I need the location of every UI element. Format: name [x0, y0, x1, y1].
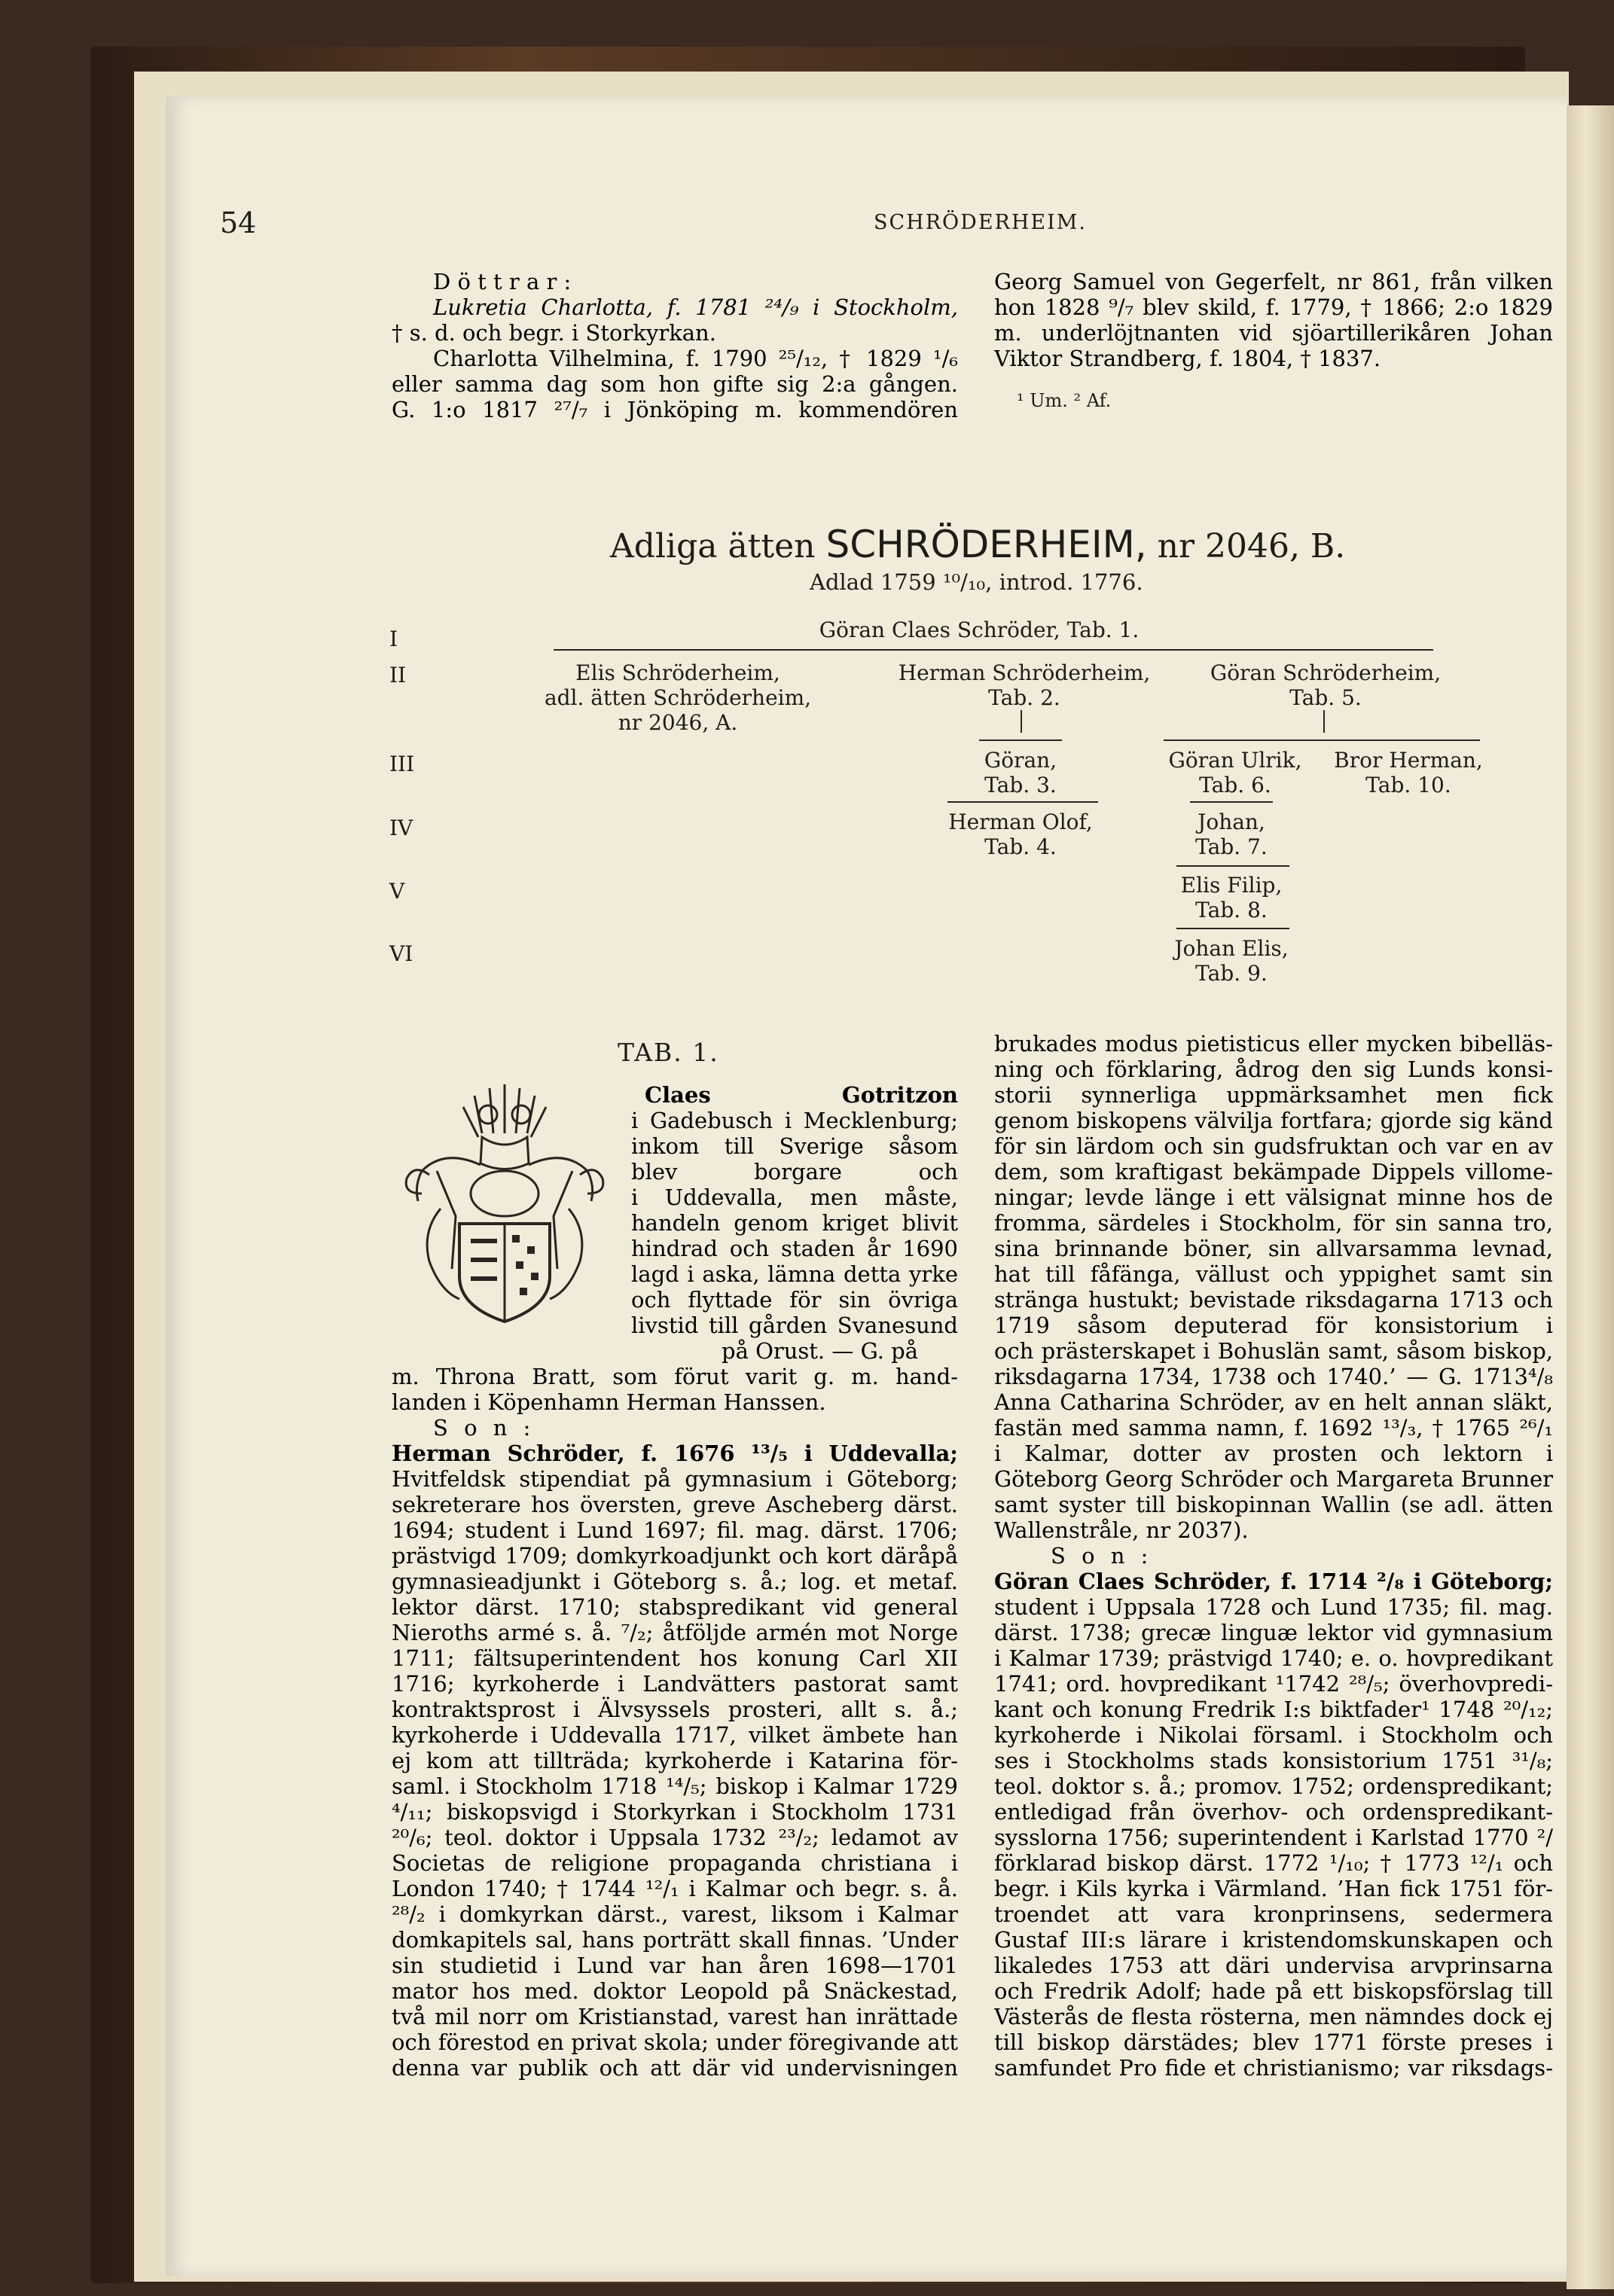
text-line: och prästerskapet i Bohuslän samt, såsom biskop, — [994, 1338, 1553, 1364]
text-line: 1716; kyrkoherde i Landvätters pastorat samt — [392, 1671, 958, 1697]
pedigree-node-johan-elis — [1152, 936, 1310, 986]
text-line: dem, som kraftigast bekämpade Dippels villome- — [994, 1159, 1553, 1185]
text-line: 1719 såsom deputerad för konsistorium i — [994, 1313, 1553, 1338]
node-line: Göran Ulrik, — [1168, 748, 1302, 773]
text-line: därst. 1738; grecæ linguæ lektor vid gymnasium — [994, 1620, 1553, 1645]
pedigree-node-herman-olof — [930, 810, 1111, 859]
text-line: Viktor Strandberg, f. 1804, † 1837. — [994, 346, 1381, 371]
text-line: i Kalmar, dotter av prosten och lektorn i — [994, 1441, 1553, 1466]
pedigree-node-elis-filip — [1160, 873, 1303, 922]
right-column-text — [994, 1031, 1553, 2081]
node-line: Tab. 7. — [1195, 834, 1268, 859]
pedigree-connector — [1164, 739, 1480, 741]
text-line: storii synnerliga uppmärksamhet men fick — [994, 1082, 1553, 1108]
text-line: ²⁸/₂ i domkyrkan därst., varest, liksom i Kalmar — [392, 1901, 958, 1927]
text-line: Charlotta Vilhelmina, f. 1790 ²⁵/₁₂, † 1829 ¹/₆ — [433, 346, 958, 371]
node-line: Johan, — [1198, 810, 1265, 834]
text-line: brukades modus pietisticus eller mycken bibelläs- — [994, 1031, 1553, 1057]
text-line: fromma, särdeles i Stockholm, för sin sanna tro, — [994, 1210, 1553, 1236]
family-name: SCHRÖDERHEIM, — [825, 523, 1147, 566]
text-line: förklarad biskop därst. 1772 ¹/₁₀; † 1773 ¹²/₁ och — [994, 1850, 1553, 1876]
text-line: prästvigd 1709; domkyrkoadjunkt och kort däråpå — [392, 1543, 958, 1569]
pedigree-node-goran-ulrik — [1149, 748, 1322, 797]
son-heading: S o n : — [1051, 1543, 1153, 1569]
running-head: SCHRÖDERHEIM. — [874, 211, 1088, 234]
node-line: Tab. 4. — [984, 834, 1057, 859]
text-line: landen i Köpenhamn Herman Hanssen. — [392, 1389, 826, 1415]
pedigree-node-elis — [527, 660, 828, 735]
text-line: Västerås de flesta rösterna, men nämndes dock ej — [994, 2004, 1553, 2029]
text-line: 1694; student i Lund 1697; fil. mag. därst. 1706; — [392, 1517, 958, 1543]
text-line: stränga hustukt; bevistade riksdagarna 1713 och — [994, 1287, 1553, 1313]
text-line: ning och förklaring, ådrog den sig Lunds konsi- — [994, 1057, 1553, 1082]
text-line: teol. doktor s. å.; promov. 1752; ordenspredikant; — [994, 1773, 1553, 1799]
text-line: 1741; ord. hovpredikant ¹1742 ²⁸/₅; överhovpredi- — [994, 1671, 1553, 1697]
node-line: Herman Schröderheim, — [898, 660, 1151, 685]
text-line: Herman Schröder, f. 1676 ¹³/₅ i Uddevalla; — [392, 1441, 958, 1466]
page-edges — [1567, 105, 1614, 2289]
node-line: Tab. 9. — [1195, 961, 1268, 986]
text-line: handeln genom kriget blivit — [631, 1210, 958, 1236]
family-title — [610, 523, 1345, 566]
pedigree-node-bror-herman — [1322, 748, 1495, 797]
text-line: domkapitels sal, hans porträtt skall finnas. ’Under — [392, 1927, 958, 1953]
node-line: Bror Herman, — [1334, 748, 1483, 773]
text-line: Nieroths armé s. å. ⁷/₂; åtföljde armén mot Norge — [392, 1620, 958, 1645]
page-number: 54 — [220, 206, 257, 239]
text-line: hon 1828 ⁹/₇ blev skild, f. 1779, † 1866; 2:o 1829 — [994, 294, 1553, 320]
text-line: fastän med samma namn, f. 1692 ¹³/₃, † 1765 ²⁶/₁ — [994, 1415, 1553, 1441]
generation-label: II — [389, 663, 407, 688]
pedigree-connector — [947, 801, 1098, 803]
node-line: Göran, — [984, 748, 1057, 773]
pedigree-node-goran-b — [1182, 660, 1469, 710]
text-line: troendet att vara kronprinsens, sedermera — [994, 1901, 1553, 1927]
text-line: sin studietid i Lund var han åren 1698—1701 — [392, 1953, 958, 1978]
text-line: begr. i Kils kyrka i Värmland. ’Han fick 1751 för- — [994, 1876, 1553, 1901]
tab1-full-text — [392, 1364, 958, 2081]
node-line: Johan Elis, — [1174, 936, 1289, 961]
text-line: Göteborg Georg Schröder och Margareta Brunner — [994, 1466, 1553, 1492]
text-line: Wallenstråle, nr 2037). — [994, 1517, 1249, 1543]
text-line: för sin lärdom och sin gudsfruktan och var en av — [994, 1133, 1553, 1159]
pedigree-connector — [1176, 865, 1289, 867]
generation-label: VI — [389, 941, 413, 966]
text-line: student i Uppsala 1728 och Lund 1735; fil. mag. — [994, 1594, 1553, 1620]
text-line: blev borgare och — [631, 1159, 958, 1185]
text-line: sysslorna 1756; superintendent i Karlstad 1770 ²/ — [994, 1825, 1553, 1850]
pedigree-connector — [1323, 710, 1325, 733]
node-line: Göran Schröderheim, — [1210, 660, 1442, 685]
pedigree-connector — [979, 739, 1062, 741]
text-line: i Kalmar 1739; prästvigd 1740; e. o. hovpredikant — [994, 1645, 1553, 1671]
node-line: Elis Filip, — [1180, 873, 1283, 898]
text-line: ²⁰/₆; teol. doktor i Uppsala 1732 ²³/₂; ledamot av — [392, 1825, 958, 1850]
text-line: ej kom att tillträda; kyrkoherde i Katarina för- — [392, 1748, 958, 1773]
generation-label: III — [389, 752, 415, 776]
pedigree-root: Göran Claes Schröder, Tab. 1. — [819, 617, 1140, 642]
node-line: nr 2046, A. — [618, 710, 738, 735]
text-line: denna var publik och att där vid undervisningen — [392, 2055, 958, 2081]
node-line: Tab. 3. — [984, 773, 1057, 797]
text-line: hindrad och staden år 1690 — [631, 1236, 958, 1261]
text-line: i Uddevalla, men måste, — [631, 1185, 958, 1210]
text-line: kyrkoherde i Nikolai församl. i Stockholm och — [994, 1722, 1553, 1748]
node-line: Tab. 10. — [1365, 773, 1451, 797]
text-line: Göran Claes Schröder, f. 1714 ²/₈ i Göteborg; — [994, 1569, 1553, 1594]
text-line: eller samma dag som hon gifte sig 2:a gången. — [392, 371, 958, 397]
text-line: mator hos med. doktor Leopold på Snäckestad, — [392, 1978, 958, 2004]
text-line: gymnasieadjunkt i Göteborg s. å.; log. et metaf. — [392, 1569, 958, 1594]
node-line: Tab. 2. — [988, 685, 1060, 710]
text-line: ⁴/₁₁; biskopsvigd i Storkyrkan i Stockholm 1731 — [392, 1799, 958, 1825]
pedigree-connector — [1190, 801, 1273, 803]
text-line: samfundet Pro fide et christianismo; var riksdags- — [994, 2055, 1553, 2081]
text-line: kyrkoherde i Uddevalla 1717, vilket ämbete han — [392, 1722, 958, 1748]
text-line: ses i Stockholms stads konsistorium 1751 ³¹/₈; — [994, 1748, 1553, 1773]
son-heading: S o n : — [433, 1415, 535, 1441]
family-title-suffix: nr 2046, B. — [1157, 527, 1346, 566]
text-line: ningar; levde länge i ett välsignat minne hos de — [994, 1185, 1553, 1210]
text-line: London 1740; † 1744 ¹²/₁ i Kalmar och begr. s. å. — [392, 1876, 958, 1901]
text-line: m. Throna Bratt, som förut varit g. m. hand- — [392, 1364, 958, 1389]
text-line: Georg Samuel von Gegerfelt, nr 861, från vilken — [994, 269, 1553, 294]
daughters-heading: D ö t t r a r : — [433, 269, 572, 294]
text-line: livstid till gården Svanesund — [631, 1313, 958, 1338]
text-line: i Gadebusch i Mecklenburg; — [631, 1108, 958, 1133]
text-line: G. 1:o 1817 ²⁷/₇ i Jönköping m. kommendören — [392, 397, 958, 422]
generation-label: V — [389, 879, 405, 904]
text-line: genom biskopens välvilja fortfara; gjorde sig känd — [994, 1108, 1553, 1133]
text-line: Anna Catharina Schröder, av en helt annan släkt, — [994, 1389, 1553, 1415]
text-line: inkom till Sverige såsom — [631, 1133, 958, 1159]
pedigree-connector — [554, 649, 1433, 651]
footnotes: ¹ Um. ² Af. — [1017, 390, 1112, 411]
text-line: likaledes 1753 att däri undervisa arvprinsarna — [994, 1953, 1553, 1978]
node-line: adl. ätten Schröderheim, — [544, 685, 812, 710]
text-line: Claes Gotritzon — [645, 1082, 958, 1108]
generation-label: IV — [389, 816, 413, 840]
family-title-prefix: Adliga ätten — [610, 527, 816, 566]
node-line: Elis Schröderheim, — [575, 660, 780, 685]
node-line: Tab. 8. — [1195, 898, 1268, 922]
pedigree-node-johan — [1160, 810, 1303, 859]
text-line: m. underlöjtnanten vid sjöartillerikåren Johan — [994, 320, 1553, 346]
tab1-wrap-text — [631, 1082, 958, 1364]
text-line: entledigad från överhov- och ordenspredikant- — [994, 1799, 1553, 1825]
text-line: sina brinnande böner, sin allvarsamma levnad, — [994, 1236, 1553, 1261]
text-line: till biskop därstädes; blev 1771 förste preses i — [994, 2029, 1553, 2055]
text-line: hat till fåfänga, vällust och yppighet samt sin — [994, 1261, 1553, 1287]
tab1-heading: TAB. 1. — [618, 1038, 719, 1067]
ennobled-line: Adlad 1759 ¹⁰/₁₀, introd. 1776. — [810, 569, 1143, 595]
text-line: riksdagarna 1734, 1738 och 1740.’ — G. 1713⁴/₈ — [994, 1364, 1553, 1389]
text-line: sekreterare hos översten, greve Ascheberg därst. — [392, 1492, 958, 1517]
node-line: Tab. 6. — [1199, 773, 1271, 797]
daughters-block — [392, 269, 958, 422]
text-line: lagd i aska, lämna detta yrke — [631, 1261, 958, 1287]
node-line: Herman Olof, — [948, 810, 1093, 834]
text-line: och förestod en privat skola; under föregivande att — [392, 2029, 958, 2055]
coat-of-arms-image — [399, 1081, 609, 1328]
text-line: Hvitfeldsk stipendiat på gymnasium i Göteborg; — [392, 1466, 958, 1492]
text-line: Lukretia Charlotta, f. 1781 ²⁴/₉ i Stockholm, — [433, 294, 958, 320]
text-line: kontraktsprost i Älvsyssels prosteri, allt s. å.; — [392, 1697, 958, 1722]
text-line: Gustaf III:s lärare i kristendomskunskapen och — [994, 1927, 1553, 1953]
text-line: på Orust. — G. på — [722, 1338, 918, 1364]
text-line: † s. d. och begr. i Storkyrkan. — [392, 320, 716, 346]
pedigree-connector — [1176, 928, 1289, 929]
text-line: lektor därst. 1710; stabspredikant vid general — [392, 1594, 958, 1620]
node-line: Tab. 5. — [1289, 685, 1362, 710]
text-line: två mil norr om Kristianstad, varest han inrättade — [392, 2004, 958, 2029]
pedigree-node-herman — [881, 660, 1167, 710]
text-line: och Fredrik Adolf; hade på ett biskopsförslag till — [994, 1978, 1553, 2004]
pedigree-connector — [1021, 710, 1022, 733]
text-line: kant och konung Fredrik I:s biktfader¹ 1748 ²⁰/₁₂; — [994, 1697, 1553, 1722]
text-line: och flyttade för sin övriga — [631, 1287, 958, 1313]
text-line: 1711; fältsuperintendent hos konung Carl XII — [392, 1645, 958, 1671]
pedigree-node-goran-c — [945, 748, 1096, 797]
top-right-block — [994, 269, 1553, 374]
generation-label: I — [389, 627, 398, 651]
text-line: saml. i Stockholm 1718 ¹⁴/₅; biskop i Kalmar 1729 — [392, 1773, 958, 1799]
text-line: samt syster till biskopinnan Wallin (se adl. ätten — [994, 1492, 1553, 1517]
text-line: Societas de religione propaganda christiana i — [392, 1850, 958, 1876]
